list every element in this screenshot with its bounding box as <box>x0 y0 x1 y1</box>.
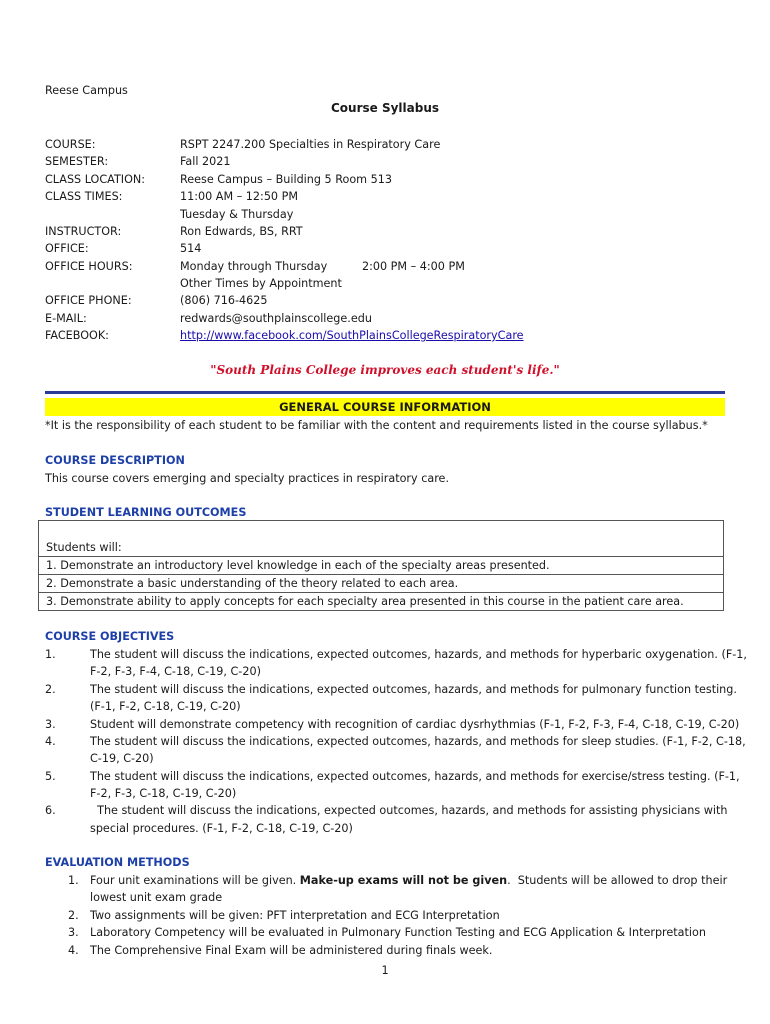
office-hours-appointment: Other Times by Appointment <box>180 277 342 290</box>
outcome-item: 1. Demonstrate an introductory level knowledge in each of the specialty areas presented. <box>39 557 724 575</box>
objective-text: The student will discuss the indications, expected outcomes, hazards, and methods for assisting physicians with <box>90 804 728 817</box>
evaluation-item: The Comprehensive Final Exam will be administered during finals week. <box>90 944 493 957</box>
page-title: Course Syllabus <box>330 101 440 115</box>
objective-text-cont: C-19, C-20) <box>90 752 154 765</box>
facebook-label: FACEBOOK: <box>45 329 109 342</box>
class-location-label: CLASS LOCATION: <box>45 173 146 186</box>
course-objectives-heading: COURSE OBJECTIVES <box>45 630 175 643</box>
semester-label: SEMESTER: <box>45 155 109 168</box>
objective-number: 1. <box>45 648 56 661</box>
course-description-heading: COURSE DESCRIPTION <box>45 454 185 467</box>
college-motto: "South Plains College improves each student's life." <box>210 363 560 377</box>
course-value: RSPT 2247.200 Specialties in Respiratory Care <box>180 138 441 151</box>
evaluation-number: 3. <box>68 926 79 939</box>
makeup-warning: Make-up exams will not be given <box>299 874 508 887</box>
class-days-value: Tuesday & Thursday <box>180 208 294 221</box>
office-value: 514 <box>180 242 202 255</box>
evaluation-item: Two assignments will be given: PFT interpretation and ECG Interpretation <box>90 909 500 922</box>
learning-outcomes-heading: STUDENT LEARNING OUTCOMES <box>45 506 247 519</box>
campus-name: Reese Campus <box>45 84 128 97</box>
table-row <box>39 575 724 593</box>
instructor-value: Ron Edwards, BS, RRT <box>180 225 303 238</box>
objective-text: The student will discuss the indications, expected outcomes, hazards, and methods for sleep studies. (F-1, F-2, C-18, <box>90 735 746 748</box>
class-times-label: CLASS TIMES: <box>45 190 123 203</box>
class-times-value: 11:00 AM – 12:50 PM <box>180 190 299 203</box>
outcomes-intro: Students will: <box>39 521 724 557</box>
exam-drop-note: . Students will be allowed to drop their <box>507 874 728 887</box>
office-hours-days: Monday through Thursday <box>180 260 328 273</box>
objective-number: 5. <box>45 770 56 783</box>
exam-note: Four unit examinations will be given. <box>90 874 300 887</box>
instructor-label: INSTRUCTOR: <box>45 225 122 238</box>
class-location-value: Reese Campus – Building 5 Room 513 <box>180 173 392 186</box>
objective-text: The student will discuss the indications, expected outcomes, hazards, and methods for exercise/stress testing. (F-1, <box>90 770 740 783</box>
evaluation-heading: EVALUATION METHODS <box>45 856 190 869</box>
objective-text: The student will discuss the indications, expected outcomes, hazards, and methods for hyperbaric oxygenation. (F-1, <box>90 648 747 661</box>
objective-number: 6. <box>45 804 56 817</box>
objective-text: The student will discuss the indications, expected outcomes, hazards, and methods for pulmonary function testing. <box>90 683 737 696</box>
email-label: E-MAIL: <box>45 312 87 325</box>
evaluation-item-exams-cont: lowest unit exam grade <box>90 891 223 904</box>
office-label: OFFICE: <box>45 242 89 255</box>
objective-text-cont: special procedures. (F-1, F-2, C-18, C-19, C-20) <box>90 822 353 835</box>
facebook-link[interactable]: http://www.facebook.com/SouthPlainsCollegeRespiratoryCare <box>180 329 524 342</box>
responsibility-note: *It is the responsibility of each student to be familiar with the content and requirements listed in the course syllabus.* <box>45 419 708 432</box>
table-row <box>39 557 724 575</box>
objective-text-cont: F-2, F-3, F-4, C-18, C-19, C-20) <box>90 665 261 678</box>
outcome-item: 3. Demonstrate ability to apply concepts for each specialty area presented in this course in the patient care area. <box>39 593 724 611</box>
divider-rule <box>45 391 725 394</box>
page-number: 1 <box>381 964 389 977</box>
table-row <box>39 593 724 611</box>
evaluation-number: 4. <box>68 944 79 957</box>
learning-outcomes-table <box>38 520 724 611</box>
course-description-text: This course covers emerging and specialty practices in respiratory care. <box>45 472 449 485</box>
evaluation-item: Laboratory Competency will be evaluated in Pulmonary Function Testing and ECG Application & Interpretation <box>90 926 706 939</box>
evaluation-number: 2. <box>68 909 79 922</box>
semester-value: Fall 2021 <box>180 155 231 168</box>
objective-text: Student will demonstrate competency with recognition of cardiac dysrhythmias (F-1, F-2, F-3, F-4, C-18, C-19, C-20) <box>90 718 740 731</box>
email-value: redwards@southplainscollege.edu <box>180 312 372 325</box>
objective-number: 2. <box>45 683 56 696</box>
objective-text-cont: (F-1, F-2, C-18, C-19, C-20) <box>90 700 241 713</box>
evaluation-item-exams <box>90 872 727 889</box>
evaluation-number: 1. <box>68 874 79 887</box>
objective-number: 4. <box>45 735 56 748</box>
general-info-banner: GENERAL COURSE INFORMATION <box>45 398 725 416</box>
table-row <box>39 521 724 557</box>
office-phone-value: (806) 716-4625 <box>180 294 268 307</box>
office-phone-label: OFFICE PHONE: <box>45 294 132 307</box>
office-hours-time: 2:00 PM – 4:00 PM <box>362 260 465 273</box>
objective-number: 3. <box>45 718 56 731</box>
office-hours-label: OFFICE HOURS: <box>45 260 133 273</box>
outcome-item: 2. Demonstrate a basic understanding of the theory related to each area. <box>39 575 724 593</box>
course-label: COURSE: <box>45 138 96 151</box>
objective-text-cont: F-2, F-3, C-18, C-19, C-20) <box>90 787 237 800</box>
